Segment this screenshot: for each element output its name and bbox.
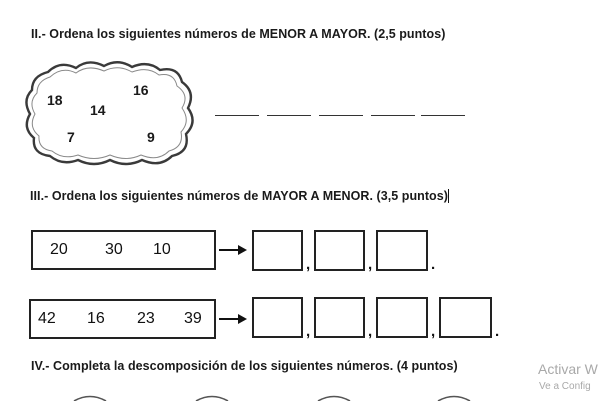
separator: .: [431, 256, 436, 273]
answer-box[interactable]: [252, 297, 303, 338]
section-4-heading: IV.- Completa la descomposición de los siguientes números. (4 puntos): [31, 359, 458, 373]
answer-box[interactable]: [252, 230, 303, 271]
section-2-heading: II.- Ordena los siguientes números de MENOR A MAYOR. (2,5 puntos): [31, 27, 446, 41]
cloud-number: 16: [133, 82, 149, 98]
answer-blank[interactable]: [215, 115, 259, 116]
cloud-number: 14: [90, 102, 106, 118]
row2-number: 23: [137, 310, 155, 327]
cloud-shape: [20, 58, 200, 170]
separator: ,: [306, 256, 311, 273]
answer-box[interactable]: [314, 230, 365, 271]
arrow-right-icon: [219, 245, 247, 255]
row2-number: 42: [38, 310, 56, 327]
numbers-box: [29, 299, 216, 339]
separator: ,: [368, 256, 373, 273]
answer-box[interactable]: [376, 230, 428, 271]
section-3-heading: III.- Ordena los siguientes números de MAYOR A MENOR. (3,5 puntos): [30, 189, 448, 203]
cloud-number: 18: [47, 92, 63, 108]
answer-blank[interactable]: [319, 115, 363, 116]
row1-number: 20: [50, 241, 68, 258]
separator: ,: [431, 323, 436, 340]
cloud-number: 9: [147, 129, 155, 145]
activation-watermark-title: Activar W: [538, 361, 598, 377]
answer-box[interactable]: [314, 297, 365, 338]
answer-box[interactable]: [376, 297, 428, 338]
activation-watermark-subtitle: Ve a Config: [539, 381, 591, 392]
separator: ,: [368, 323, 373, 340]
separator: .: [495, 323, 500, 340]
row1-number: 30: [105, 241, 123, 258]
answer-blank[interactable]: [371, 115, 415, 116]
cloud-number: 7: [67, 129, 75, 145]
row2-number: 39: [184, 310, 202, 327]
answer-blank[interactable]: [421, 115, 465, 116]
numbers-box: [31, 230, 216, 270]
answer-blank[interactable]: [267, 115, 311, 116]
row1-number: 10: [153, 241, 171, 258]
text-cursor: [448, 189, 449, 203]
decomposition-circles: [0, 392, 600, 401]
arrow-right-icon: [219, 314, 247, 324]
answer-box[interactable]: [439, 297, 492, 338]
separator: ,: [306, 323, 311, 340]
row2-number: 16: [87, 310, 105, 327]
